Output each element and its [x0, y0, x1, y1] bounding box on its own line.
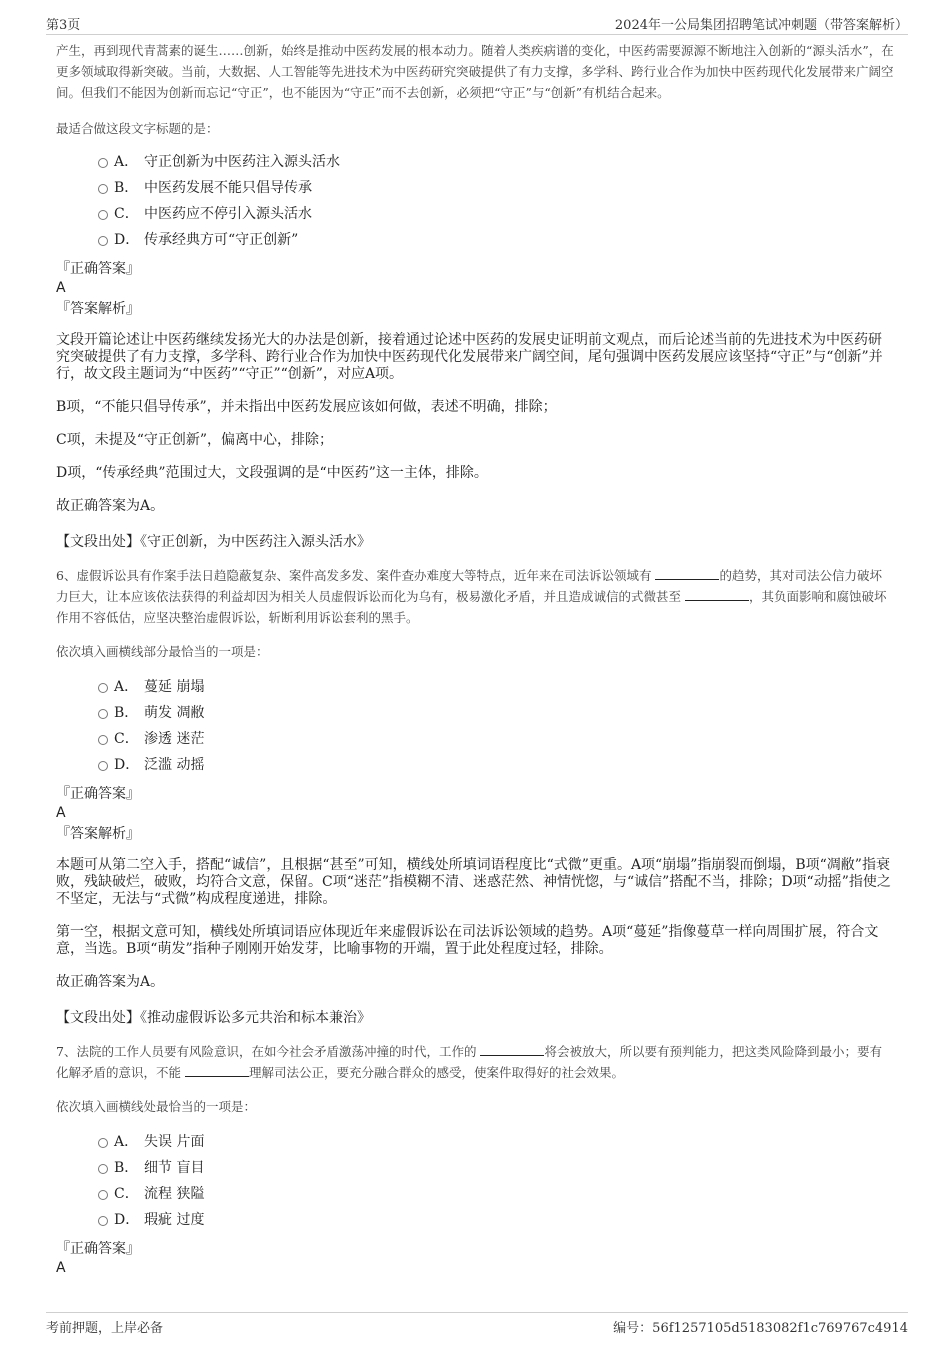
q6-answer-label: 『正确答案』 [56, 786, 140, 802]
fill-blank [655, 567, 719, 580]
q5-options [56, 149, 894, 253]
q5-analysis-3: C项，未提及“守正创新”，偏离中心，排除； [56, 432, 334, 448]
radio-icon[interactable] [98, 210, 108, 220]
q7-options [56, 1129, 894, 1233]
radio-icon[interactable] [98, 761, 108, 771]
page-footer [46, 1312, 908, 1339]
q6-answer: A [56, 805, 66, 821]
q6-option-b[interactable]: B． 萌发 凋敝 [56, 700, 894, 726]
q5-answer-label: 『正确答案』 [56, 261, 140, 277]
q5-option-c[interactable]: C． 中医药应不停引入源头活水 [56, 201, 894, 227]
q7-stem: 7、法院的工作人员要有风险意识，在如今社会矛盾激荡冲撞的时代，工作的 将会被放大，所以要有预判能力，把这类风险降到最小；要有化解矛盾的意识，不能 理解司法公正，要充分融合群众的感受，使案件取得好的社会效果。 [56, 1044, 882, 1080]
q5-answer: A [56, 280, 66, 296]
radio-icon[interactable] [98, 1216, 108, 1226]
q6-stem: 6、虚假诉讼具有作案手法日趋隐蔽复杂、案件高发多发、案件查办难度大等特点，近年来在司法诉讼领域有 的趋势，其对司法公信力破坏力巨大，让本应该依法获得的利益却因为相关人员虚假诉讼而化为乌有，极易激化矛盾，并且造成诚信的式微甚至 ，其负面影响和腐蚀破坏作用不容低估，应坚决整治虚假诉讼，斩断利用诉讼套利的黑手。 [56, 568, 887, 625]
q5-passage: 产生，再到现代青蒿素的诞生……创新，始终是推动中医药发展的根本动力。随着人类疾病谱的变化，中医药需要源源不断地注入创新的“源头活水”，在更多领域取得新突破。当前，大数据、人工智能等先进技术为中医药研究突破提供了有力支撑，多学科、跨行业合作为加快中医药现代化发展带来广阔空间。但我们不能因为创新而忘记“守正”，也不能因为“守正”而不去创新，必须把“守正”与“创新”有机结合起来。 [56, 43, 894, 100]
q5-prompt: 最适合做这段文字标题的是： [56, 121, 219, 136]
radio-icon[interactable] [98, 158, 108, 168]
q6-analysis-3: 故正确答案为A。 [56, 974, 165, 990]
q6-analysis-1: 本题可从第二空入手，搭配“诚信”，且根据“甚至”可知，横线处所填词语程度比“式微”更重。A项“崩塌”指崩裂而倒塌，B项“凋敝”指衰败，残缺破烂，破败，均符合文意，保留。C项“迷茫”指模糊不清、迷惑茫然、神情恍惚，与“诚信”搭配不当，排除；D项“动摇”指使之不坚定，无法与“式微”构成程度递进，排除。 [56, 857, 891, 907]
q7-option-b[interactable]: B． 细节 盲目 [56, 1155, 894, 1181]
q6-option-d[interactable]: D． 泛滥 动摇 [56, 752, 894, 778]
document-title: 2024年一公局集团招聘笔试冲刺题（带答案解析） [614, 18, 908, 33]
question-7 [56, 1041, 894, 1277]
q6-option-c[interactable]: C． 渗透 迷茫 [56, 726, 894, 752]
q5-source: 【文段出处】《守正创新，为中医药注入源头活水》 [56, 534, 371, 550]
radio-icon[interactable] [98, 683, 108, 693]
q5-analysis-5: 故正确答案为A。 [56, 498, 165, 514]
q6-analysis-2: 第一空，根据文意可知，横线处所填词语应体现近年来虚假诉讼在司法诉讼领域的趋势。A项“蔓延”指像蔓草一样向周围扩展，符合文意，当选。B项“萌发”指种子刚刚开始发芽，比喻事物的开端，置于此处程度过轻，排除。 [56, 924, 879, 957]
page-header [46, 12, 908, 35]
question-5 [56, 40, 894, 551]
fill-blank [685, 588, 749, 601]
radio-icon[interactable] [98, 735, 108, 745]
q5-analysis-2: B项，“不能只倡导传承”，并未指出中医药发展应该如何做，表述不明确，排除； [56, 399, 557, 415]
q6-options [56, 674, 894, 778]
q5-option-a[interactable]: A． 守正创新为中医药注入源头活水 [56, 149, 894, 175]
radio-icon[interactable] [98, 1164, 108, 1174]
footer-slogan: 考前押题，上岸必备 [46, 1321, 164, 1336]
q6-prompt: 依次填入画横线部分最恰当的一项是： [56, 644, 269, 659]
q5-analysis-4: D项，“传承经典”范围过大，文段强调的是“中医药”这一主体，排除。 [56, 465, 488, 481]
q5-option-d[interactable]: D． 传承经典方可“守正创新” [56, 227, 894, 253]
radio-icon[interactable] [98, 184, 108, 194]
radio-icon[interactable] [98, 1190, 108, 1200]
fill-blank [185, 1064, 249, 1077]
q7-answer-label: 『正确答案』 [56, 1241, 140, 1257]
document-id: 编号：56f1257105d5183082f1c769767c4914 [613, 1321, 908, 1336]
radio-icon[interactable] [98, 1138, 108, 1148]
fill-blank [480, 1043, 544, 1056]
radio-icon[interactable] [98, 236, 108, 246]
page-number: 第3页 [46, 18, 81, 33]
q7-option-a[interactable]: A． 失误 片面 [56, 1129, 894, 1155]
q6-option-a[interactable]: A． 蔓延 崩塌 [56, 674, 894, 700]
radio-icon[interactable] [98, 709, 108, 719]
q5-option-b[interactable]: B． 中医药发展不能只倡导传承 [56, 175, 894, 201]
q7-prompt: 依次填入画横线处最恰当的一项是： [56, 1099, 257, 1114]
q7-option-d[interactable]: D． 瑕疵 过度 [56, 1207, 894, 1233]
q7-option-c[interactable]: C． 流程 狭隘 [56, 1181, 894, 1207]
question-6 [56, 565, 894, 1027]
q6-source: 【文段出处】《推动虚假诉讼多元共治和标本兼治》 [56, 1010, 371, 1026]
q5-analysis-label: 『答案解析』 [56, 301, 140, 317]
q5-analysis-1: 文段开篇论述让中医药继续发扬光大的办法是创新，接着通过论述中医药的发展史证明前文观点，而后论述当前的先进技术为中医药研究突破提供了有力支撑，多学科、跨行业合作为加快中医药现代化发展带来广阔空间，尾句强调中医药发展应该坚持“守正”与“创新”并行，故文段主题词为“中医药”“守正”“创新”，对应A项。 [56, 332, 883, 382]
q7-answer: A [56, 1260, 66, 1276]
page-content [56, 40, 894, 1277]
q6-analysis-label: 『答案解析』 [56, 826, 140, 842]
